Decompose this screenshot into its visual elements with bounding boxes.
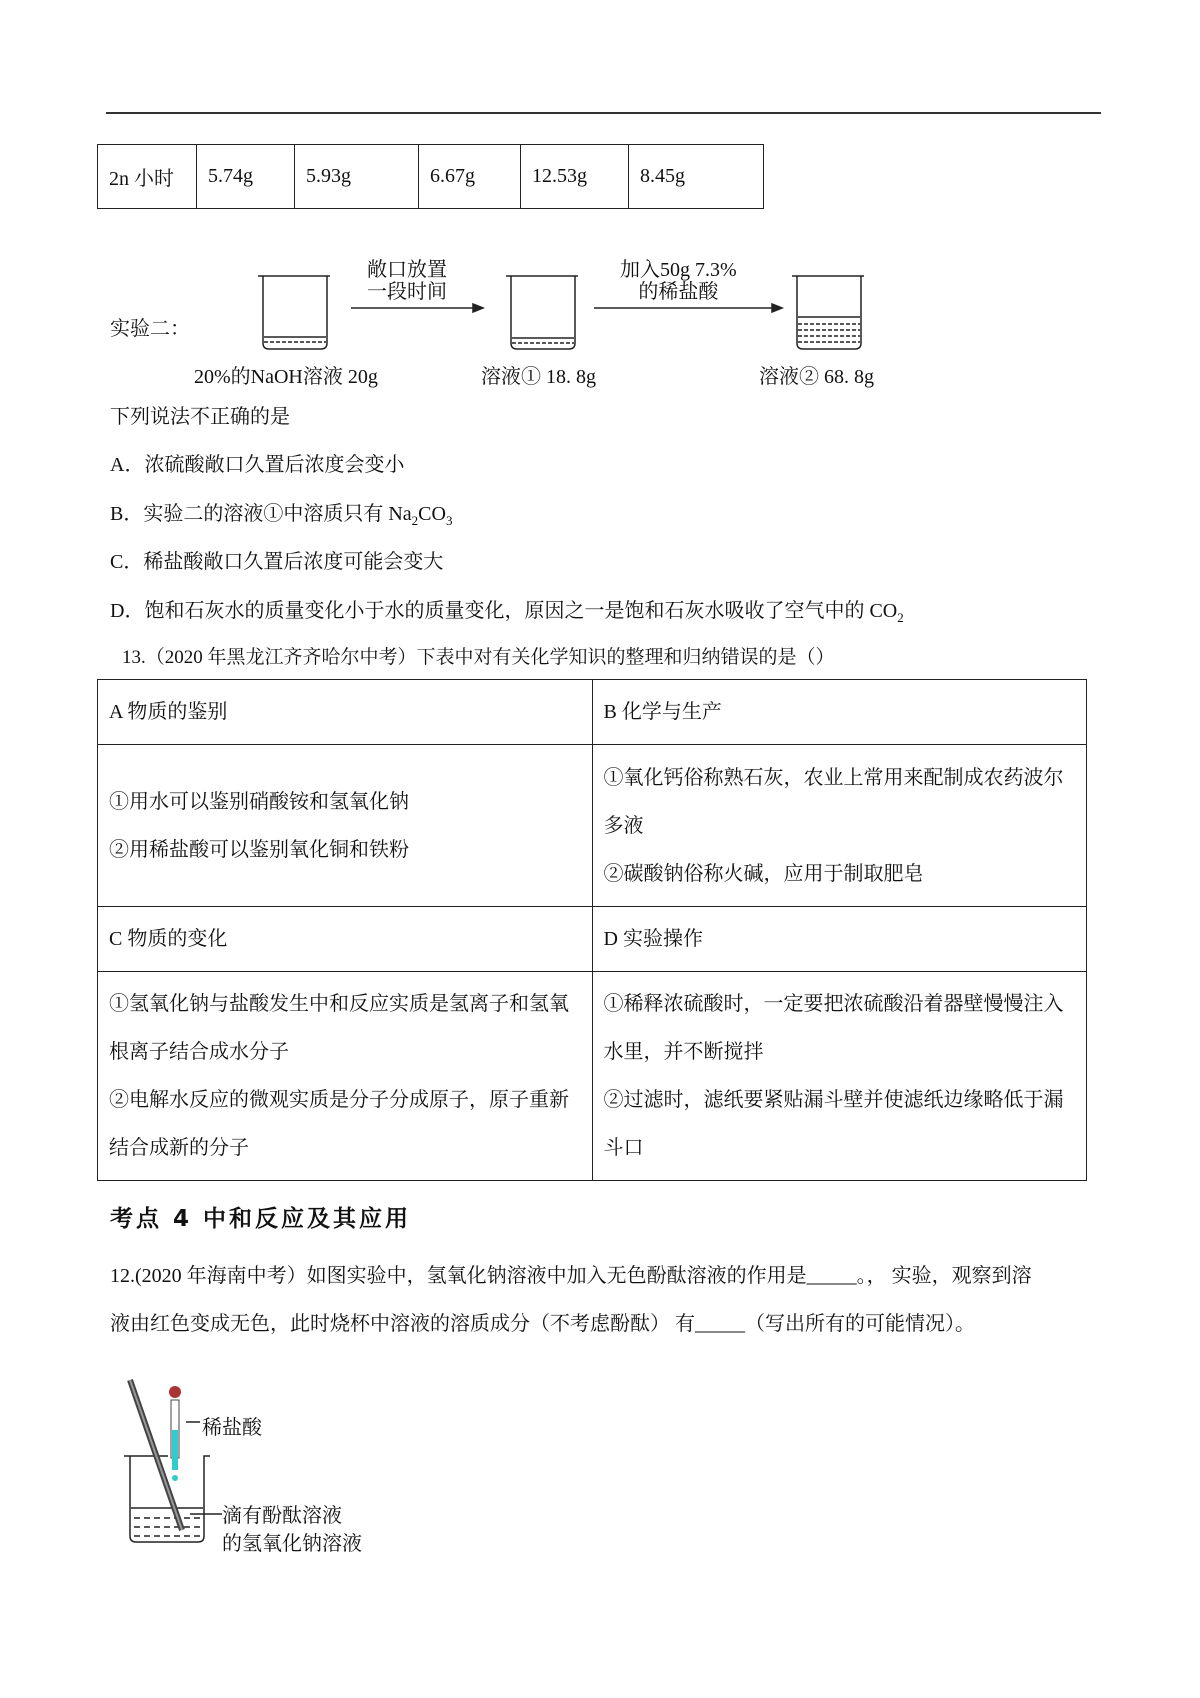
beaker-label: 溶液② 68. 8g [759, 366, 874, 388]
step2-line: 加入50g 7.3% [620, 259, 737, 281]
cell-b-head: B 化学与生产 [592, 680, 1087, 745]
question-12-line: 12.(2020 年海南中考）如图实验中，氢氧化钠溶液中加入无色酚酞溶液的作用是_____。， 实验，观察到溶 [110, 1265, 1032, 1287]
solution-label: 滴有酚酞溶液 [222, 1503, 342, 1527]
acid-label: 稀盐酸 [202, 1415, 262, 1439]
experiment-diagram [0, 0, 1200, 420]
option-c: C．稀盐酸敞口久置后浓度可能会变大 [110, 551, 444, 573]
cell-c-head: C 物质的变化 [98, 907, 593, 972]
step1-line: 敞口放置 [367, 259, 447, 281]
step2-line: 的稀盐酸 [638, 281, 719, 303]
beaker-label: 20%的NaOH溶液 20g [194, 366, 378, 388]
cell: 12.53g [521, 145, 629, 209]
option-a: A．浓硫酸敞口久置后浓度会变小 [110, 454, 405, 476]
solution-label: 的氢氧化钠溶液 [222, 1531, 362, 1555]
knowledge-table [97, 679, 1087, 1181]
beaker-icon [792, 276, 864, 349]
option-d: D．饱和石灰水的质量变化小于水的质量变化，原因之一是饱和石灰水吸收了空气中的 $CO_2$ [110, 600, 904, 625]
cell-d-head: D 实验操作 [592, 907, 1087, 972]
experiment-label: 实验二： [110, 318, 190, 340]
cell-a-body: ①用水可以鉴别硝酸铵和氢氧化钠 ②用稀盐酸可以鉴别氧化铜和铁粉 [98, 745, 593, 907]
cell: 2n 小时 [98, 145, 197, 209]
question-13-stem: 13.（2020 年黑龙江齐齐哈尔中考）下表中对有关化学知识的整理和归纳错误的是（） [122, 647, 835, 668]
beaker-icon [506, 276, 578, 349]
cell-c-body: ①氢氧化钠与盐酸发生中和反应实质是氢离子和氢氧根离子结合成水分子 ②电解水反应的微观实质是分子分成原子，原子重新结合成新的分子 [98, 972, 593, 1181]
cell-b-body: ①氧化钙俗称熟石灰，农业上常用来配制成农药波尔多液 ②碳酸钠俗称火碱，应用于制取肥皂 [592, 745, 1087, 907]
cell: 5.74g [197, 145, 295, 209]
section-heading: 考点 4 中和反应及其应用 [110, 1206, 412, 1232]
beaker-label: 溶液① 18. 8g [481, 366, 596, 388]
cell-d-body: ①稀释浓硫酸时，一定要把浓硫酸沿着器壁慢慢注入水里，并不断搅拌 ②过滤时，滤纸要紧贴漏斗壁并使滤纸边缘略低于漏斗口 [592, 972, 1087, 1181]
option-b: B．实验二的溶液①中溶质只有 $Na_2CO_3$ [110, 503, 453, 528]
question-12-line: 液由红色变成无色，此时烧杯中溶液的溶质成分（不考虑酚酞） 有_____（写出所有的可能情况）。 [110, 1313, 975, 1335]
cell: 6.67g [419, 145, 521, 209]
cell: 5.93g [295, 145, 419, 209]
dropper-icon [169, 1386, 181, 1481]
question-prompt: 下列说法不正确的是 [110, 406, 290, 428]
cell: 8.45g [629, 145, 764, 209]
step1-line: 一段时间 [367, 281, 447, 303]
beaker-icon [258, 276, 330, 349]
arrow-icon [351, 304, 782, 312]
beaker-icon [124, 1456, 210, 1542]
cell-a-head: A 物质的鉴别 [98, 680, 593, 745]
